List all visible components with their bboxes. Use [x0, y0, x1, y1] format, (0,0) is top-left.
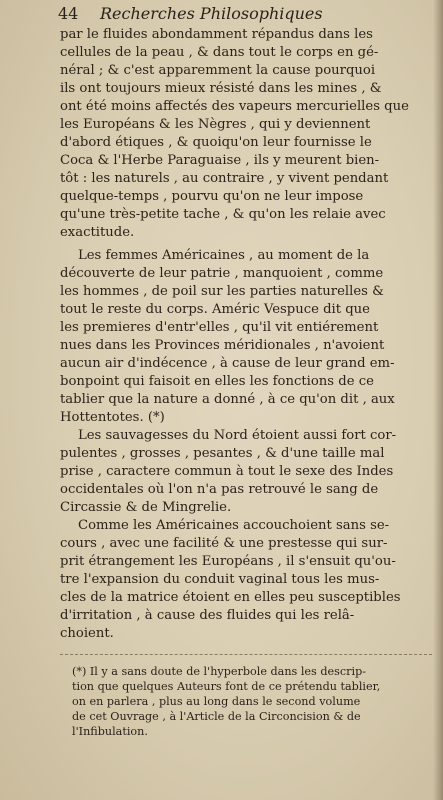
- text-line: aucun air d'indécence , à cause de leur grand em-: [60, 356, 395, 371]
- text-line: découverte de leur patrie , manquoient , comme: [60, 266, 384, 281]
- text-line: occidentales où l'on n'a pas retrouvé le sang de: [60, 482, 379, 497]
- text-line: pulentes , grosses , pesantes , & d'une taille mal: [60, 446, 385, 461]
- text-line: tablier que la nature a donné , à ce qu'on dit , aux: [60, 392, 395, 407]
- text-line: exactitude.: [60, 225, 135, 240]
- footnote-line: on en parlera , plus au long dans le second volume: [72, 695, 361, 708]
- footnote-line: (*) Il y a sans doute de l'hyperbole dans les descrip-: [72, 665, 367, 678]
- text-line: cellules de la peau , & dans tout le corps en gé-: [60, 45, 379, 60]
- text-line: nues dans les Provinces méridionales , n'avoient: [60, 338, 385, 353]
- footnote-line: l'Infibulation.: [72, 725, 148, 738]
- text-line: cles de la matrice étoient en elles peu susceptibles: [60, 590, 401, 605]
- footnote-line: de cet Ouvrage , à l'Article de la Circoncision & de: [72, 710, 361, 723]
- text-line: Circassie & de Mingrelie.: [60, 500, 232, 515]
- text-line: les premieres d'entr'elles , qu'il vit entiérement: [60, 320, 379, 335]
- paragraph-start-line: Les femmes Américaines , au moment de la: [78, 248, 370, 263]
- text-line: cours , avec une facilité & une prestesse qui sur-: [60, 536, 388, 551]
- text-line: quelque-temps , pourvu qu'on ne leur impose: [60, 189, 364, 204]
- page-header: [58, 4, 438, 26]
- text-line: les Européans & les Nègres , qui y deviennent: [60, 117, 371, 132]
- text-line: choient.: [60, 626, 114, 641]
- text-line: prise , caractere commun à tout le sexe des Indes: [60, 464, 394, 479]
- page-edge-shadow: [433, 0, 443, 800]
- text-line: tre l'expansion du conduit vaginal tous les mus-: [60, 572, 380, 587]
- text-line: tout le reste du corps. Améric Vespuce dit que: [60, 302, 370, 317]
- page-number: 44: [58, 4, 79, 23]
- text-line: tôt : les naturels , au contraire , y vivent pendant: [60, 171, 389, 186]
- body-text: [60, 26, 432, 643]
- text-line: d'abord étiques , & quoiqu'on leur fournisse le: [60, 135, 372, 150]
- footnote-line: tion que quelques Auteurs font de ce prétendu tablier,: [72, 680, 381, 693]
- paragraph-start-line: Les sauvagesses du Nord étoient aussi fort cor-: [78, 428, 397, 443]
- text-line: ont été moins affectés des vapeurs mercurielles que: [60, 99, 409, 114]
- text-line: bonpoint qui faisoit en elles les fonctions de ce: [60, 374, 374, 389]
- text-line: par le fluides abondamment répandus dans les: [60, 27, 373, 42]
- text-line: d'irritation , à cause des fluides qui les relâ-: [60, 608, 355, 623]
- running-title: Recherches Philosophiques: [100, 4, 323, 23]
- text-line: les hommes , de poil sur les parties naturelles &: [60, 284, 384, 299]
- text-line: Hottentotes. (*): [60, 410, 165, 425]
- footnote: [72, 664, 434, 739]
- text-line: néral ; & c'est apparemment la cause pourquoi: [60, 63, 376, 78]
- text-line: prit étrangement les Européans , il s'ensuit qu'ou-: [60, 554, 396, 569]
- text-line: qu'une très-petite tache , & qu'on les relaie avec: [60, 207, 386, 222]
- paragraph-start-line: Comme les Américaines accouchoient sans se-: [78, 518, 390, 533]
- footnote-divider: [60, 654, 432, 655]
- text-line: Coca & l'Herbe Paraguaise , ils y meurent bien-: [60, 153, 380, 168]
- text-line: ils ont toujours mieux résisté dans les mines , &: [60, 81, 382, 96]
